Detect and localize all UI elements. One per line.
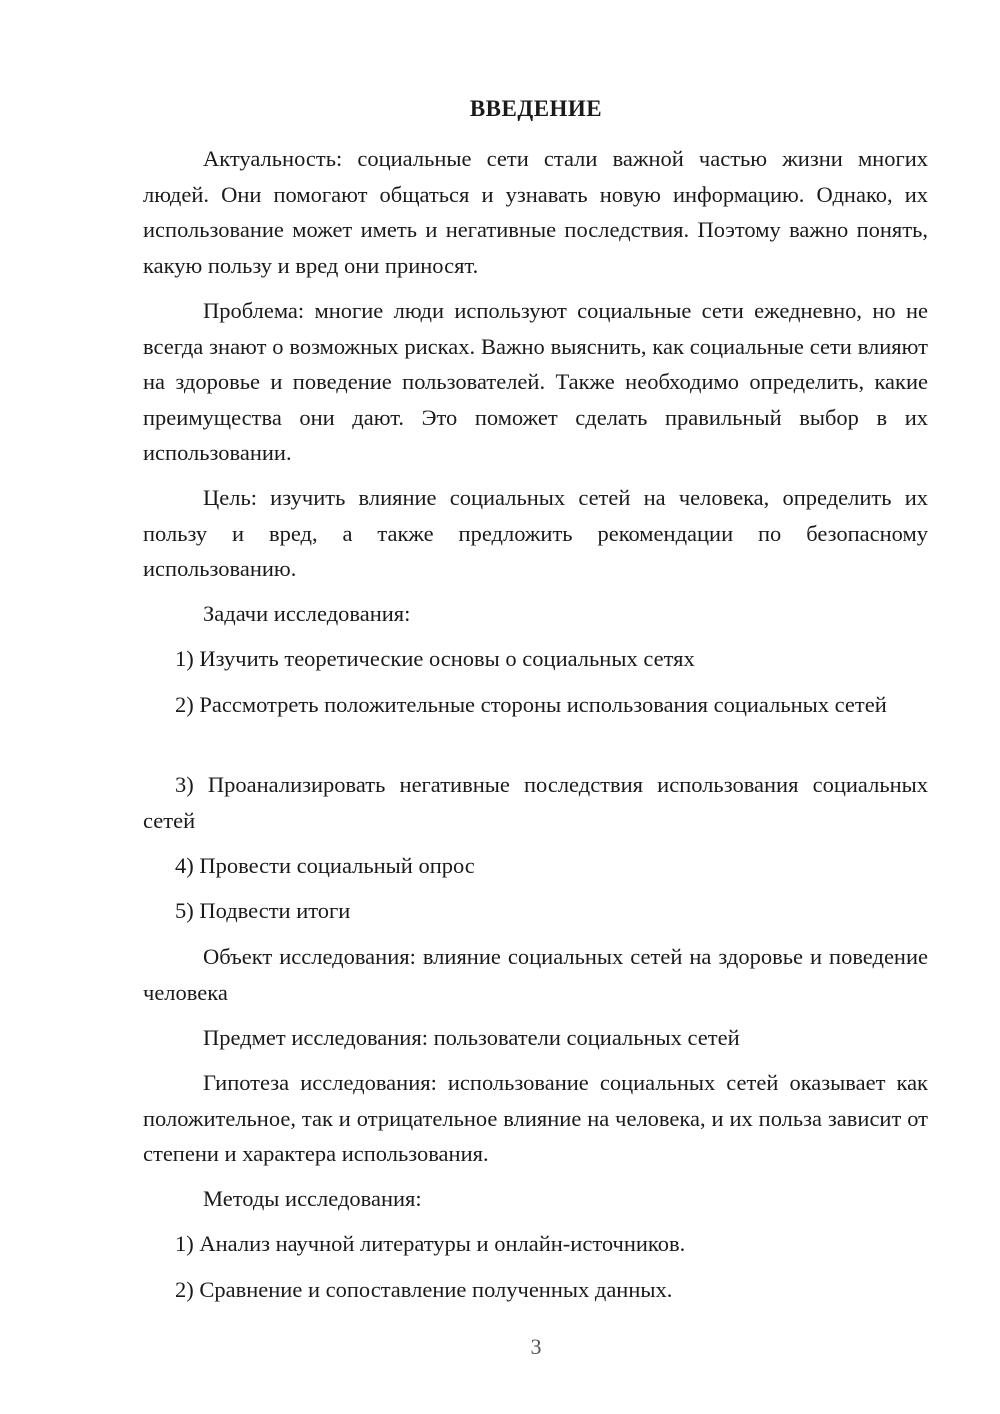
list-item-task-3: 3) Проанализировать негативные последствия использования социальных сетей <box>143 772 928 833</box>
paragraph-problem: Проблема: многие люди используют социальные сети ежедневно, но не всегда знают о возможных рисках. Важно выяснить, как социальные сети влияют на здоровье и поведение пользователей. Также необходимо определить, какие преимущества они дают. Это поможет сделать правильный выбор в их использовании. <box>143 298 928 465</box>
list-item-task-1: 1) Изучить теоретические основы о социальных сетях <box>175 646 695 671</box>
paragraph-object: Объект исследования: влияние социальных сетей на здоровье и поведение человека <box>143 944 928 1005</box>
paragraph-methods-heading: Методы исследования: <box>203 1186 422 1211</box>
list-item-method-1: 1) Анализ научной литературы и онлайн-источников. <box>175 1231 686 1256</box>
page-number: 3 <box>530 1334 542 1359</box>
paragraph-tasks-heading: Задачи исследования: <box>203 601 411 626</box>
paragraph-subject: Предмет исследования: пользователи социальных сетей <box>203 1025 740 1050</box>
paragraph-hypothesis: Гипотеза исследования: использование социальных сетей оказывает как положительное, так и отрицательное влияние на человека, и их польза зависит от степени и характера использования. <box>143 1070 928 1166</box>
list-item-task-4: 4) Провести социальный опрос <box>175 853 475 878</box>
list-item-method-2: 2) Сравнение и сопоставление полученных данных. <box>175 1277 673 1302</box>
paragraph-relevance: Актуальность: социальные сети стали важной частью жизни многих людей. Они помогают общаться и узнавать новую информацию. Однако, их использование может иметь и негативные последствия. Поэтому важно понять, какую пользу и вред они приносят. <box>143 146 928 278</box>
list-item-task-2: 2) Рассмотреть положительные стороны использования социальных сетей <box>175 692 887 717</box>
list-item-task-5: 5) Подвести итоги <box>175 898 351 923</box>
page-title: ВВЕДЕНИЕ <box>469 96 603 121</box>
paragraph-goal: Цель: изучить влияние социальных сетей на человека, определить их пользу и вред, а также предложить рекомендации по безопасному использованию. <box>143 485 928 581</box>
